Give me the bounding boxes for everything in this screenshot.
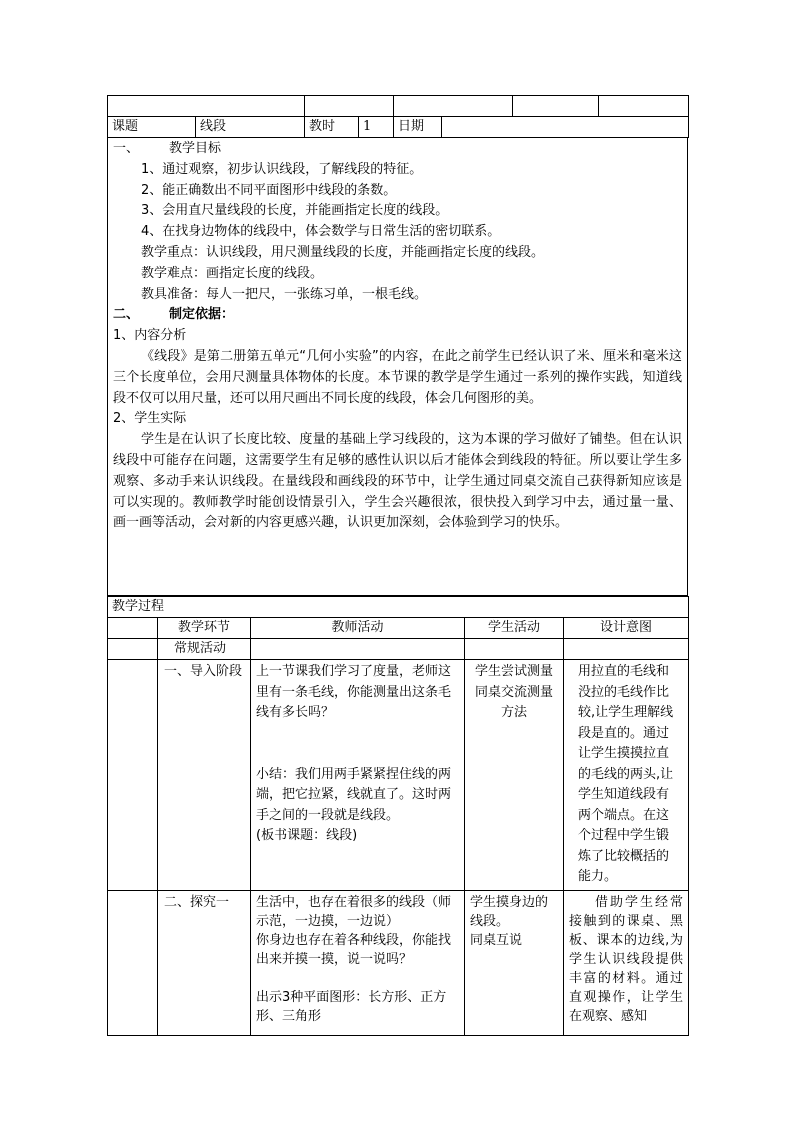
col-student: 学生活动: [465, 618, 564, 639]
blank-cell: [599, 96, 689, 117]
col-teacher: 教师活动: [251, 618, 465, 639]
teacher-intro-q: 上一节课我们学习了度量，老师这里有一条毛线，你能测量出这条毛线有多长吗？: [256, 664, 452, 720]
process-header-row: [108, 618, 689, 639]
intent-intro: 用拉直的毛线和没拉的毛线作比较,让学生理解线段是直的。通过让学生摸摸拉直的毛线的两头,让学生知道线段有两个端点。在这个过程中学生锻炼了比较概括的能力。: [564, 660, 689, 891]
blank-cell: [513, 96, 599, 117]
blank-cell: [108, 96, 305, 117]
blank-cell: [108, 890, 158, 1035]
stage-intro: 一、导入阶段: [158, 660, 251, 891]
blank-cell: [251, 639, 465, 660]
col-intent: 设计意图: [564, 618, 689, 639]
goal-2: 2、能正确数出不同平面图形中线段的条数。: [141, 182, 397, 198]
intent-explore: 借助学生经常接触到的课桌、黑板、课本的边线,为学生认识线段提供丰富的材料。通过直观操作，让学生在观察、感知: [564, 890, 689, 1035]
key-point: 教学重点：认识线段，用尺测量线段的长度，并能画指定长度的线段。: [141, 244, 545, 260]
teacher-intro-board: (板书课题：线段): [256, 828, 358, 843]
student-reality-title: 2、学生实际: [113, 411, 187, 427]
routine-label: 常规活动: [158, 639, 251, 660]
goal-3: 3、会用直尺量线段的长度，并能画指定长度的线段。: [141, 203, 449, 219]
student-explore-2: 同桌互说: [470, 932, 523, 948]
section2-num: 二、: [113, 307, 140, 323]
content-box: [107, 137, 688, 596]
teacher-intro-cell: [251, 660, 465, 891]
blank-cell: [108, 639, 158, 660]
stage-row-intro: [108, 660, 689, 891]
student-explore-cell: [465, 890, 564, 1035]
teacher-explore-cell: [251, 890, 465, 1035]
date-label: 日期: [394, 117, 442, 138]
process-table: [107, 596, 689, 1036]
content-analysis-text: 《线段》是第二册第五单元“几何小实验”的内容，在此之前学生已经认识了米、厘米和毫米这三个长度单位，会用尺测量具体物体的长度。本节课的教学是学生通过一系列的操作实践，知道线段不仅可以用尺量，还可以用尺画出不同长度的线段，体会几何图形的美。: [113, 348, 682, 406]
content-body: [108, 137, 687, 534]
section1-title: 教学目标: [169, 141, 222, 156]
section2-heading: [113, 305, 682, 326]
col-stage: 教学环节: [158, 618, 251, 639]
goal-1: 1、通过观察，初步认识线段，了解线段的特征。: [141, 161, 423, 177]
teacher-explore-2: 你身边也存在着各种线段，你能找出来并摸一摸，说一说吗？: [256, 932, 452, 967]
topic-value: 线段: [196, 117, 305, 138]
teacher-explore-3: 出示3种平面图形：长方形、正方形、三角形: [256, 989, 447, 1024]
student-explore-1: 学生摸身边的线段。: [470, 894, 549, 929]
section2-title: 制定依据：: [169, 307, 235, 323]
goal-4: 4、在找身边物体的线段中，体会数学与日常生活的密切联系。: [141, 224, 501, 240]
blank-cell: [465, 639, 564, 660]
section1-heading: [113, 139, 682, 160]
date-value: [442, 117, 689, 138]
process-title-row: [108, 597, 689, 618]
period-label: 教时: [305, 117, 359, 138]
spacer: [256, 724, 459, 765]
student-reality-text: 学生是在认识了长度比较、度量的基础上学习线段的，这为本课的学习做好了铺垫。但在认识线段中可能存在问题，这需要学生有足够的感性认识以后才能体会到线段的特征。所以要让学生多观察、多动手来认识线段。在量线段和画线段的环节中，让学生通过同桌交流自己获得新知应该是可以实现的。教师教学时能创设情景引入，学生会兴趣很浓，很快投入到学习中去，通过量一量、画一画等活动，会对新的内容更感兴趣，认识更加深刻，会体验到学习的快乐。: [113, 432, 682, 531]
blank-cell: [108, 618, 158, 639]
blank-cell: [305, 96, 394, 117]
stage-row-explore: [108, 890, 689, 1035]
blank-cell: [108, 660, 158, 891]
stage-explore: 二、探究一: [158, 890, 251, 1035]
materials: 教具准备：每人一把尺，一张练习单，一根毛线。: [141, 286, 428, 302]
routine-row: [108, 639, 689, 660]
period-value: 1: [359, 117, 394, 138]
topic-label: 课题: [108, 117, 196, 138]
difficulty: 教学难点：画指定长度的线段。: [141, 265, 324, 281]
teacher-explore-1: 生活中，也存在着很多的线段（师示范，一边摸，一边说）: [256, 894, 452, 929]
student-intro: 学生尝试测量同桌交流测量方法: [465, 660, 564, 891]
section1-num: 一、: [113, 141, 140, 156]
blank-cell: [394, 96, 513, 117]
spacer: [256, 969, 459, 988]
teacher-intro-summary: 小结：我们用两手紧紧捏住线的两端，把它拉紧，线就直了。这时两手之间的一段就是线段。: [256, 766, 452, 823]
content-analysis-title: 1、内容分析: [113, 328, 187, 344]
blank-cell: [564, 639, 689, 660]
process-title: 教学过程: [108, 597, 689, 618]
header-table: [107, 95, 689, 138]
